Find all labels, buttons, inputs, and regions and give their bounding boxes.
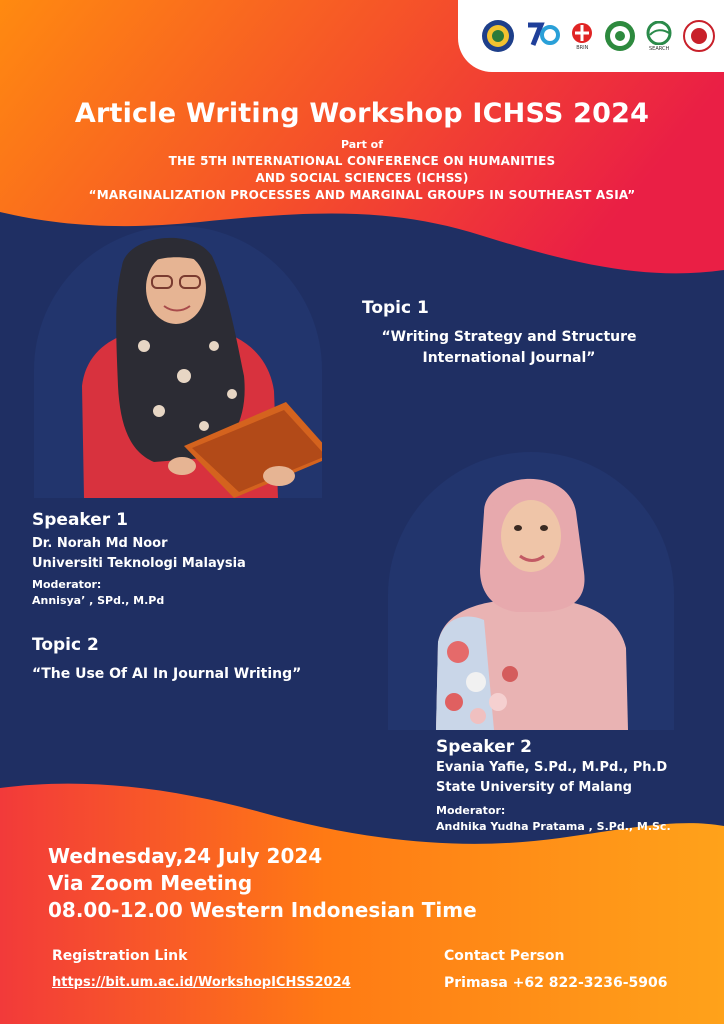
event-date: Wednesday,24 July 2024 — [48, 844, 323, 868]
brin-logo-icon — [570, 22, 594, 51]
speaker2-name: Evania Yafie, S.Pd., M.Pd., Ph.D — [436, 760, 668, 775]
speaker1-moderator-label: Moderator: — [32, 578, 102, 591]
registration-heading: Registration Link — [52, 948, 188, 964]
topic1-title-line2: International Journal” — [422, 350, 596, 366]
speaker2-affiliation: State University of Malang — [436, 780, 632, 795]
search-logo-text: SEARCH — [648, 45, 670, 52]
search-logo-icon — [645, 21, 673, 52]
registration-link[interactable]: https://bit.um.ac.id/WorkshopICHSS2024 — [52, 975, 351, 990]
university-seal-icon — [481, 19, 515, 53]
part-of-label: Part of — [340, 138, 384, 151]
conference-name-line2: AND SOCIAL SCIENCES (ICHSS) — [255, 171, 469, 185]
institution-seal-icon — [604, 20, 636, 52]
topic2-heading: Topic 2 — [32, 635, 99, 655]
speaker1-heading: Speaker 1 — [32, 510, 128, 530]
speaker2-moderator-label: Moderator: — [436, 804, 506, 817]
contact-heading: Contact Person — [444, 948, 565, 964]
70-years-anniversary-icon — [525, 21, 561, 51]
speaker1-affiliation: Universiti Teknologi Malaysia — [32, 556, 246, 571]
brin-logo-text: BRIN — [576, 44, 589, 51]
topic1-title-line1: “Writing Strategy and Structure — [381, 329, 637, 345]
association-seal-icon — [683, 20, 715, 52]
conference-name-line1: THE 5TH INTERNATIONAL CONFERENCE ON HUMANITIES — [168, 154, 556, 168]
topic2-title: “The Use Of AI In Journal Writing” — [32, 666, 302, 682]
event-venue: Via Zoom Meeting — [48, 871, 253, 895]
speaker2-heading: Speaker 2 — [436, 737, 532, 757]
speaker1-name: Dr. Norah Md Noor — [32, 536, 168, 551]
topic1-heading: Topic 1 — [362, 298, 429, 318]
event-time: 08.00-12.00 Western Indonesian Time — [48, 898, 477, 922]
speaker2-moderator-name: Andhika Yudha Pratama , S.Pd., M.Sc. — [436, 820, 671, 833]
conference-theme: “MARGINALIZATION PROCESSES AND MARGINAL GROUPS IN SOUTHEAST ASIA” — [88, 188, 636, 202]
partner-logos — [458, 0, 724, 72]
speaker2-photo — [388, 452, 674, 730]
speaker1-moderator-name: Annisya’ , SPd., M.Pd — [32, 594, 165, 607]
poster-title: Article Writing Workshop ICHSS 2024 — [74, 98, 650, 129]
speaker1-photo — [34, 226, 322, 498]
contact-phone[interactable]: Primasa +62 822-3236-5906 — [444, 975, 668, 991]
